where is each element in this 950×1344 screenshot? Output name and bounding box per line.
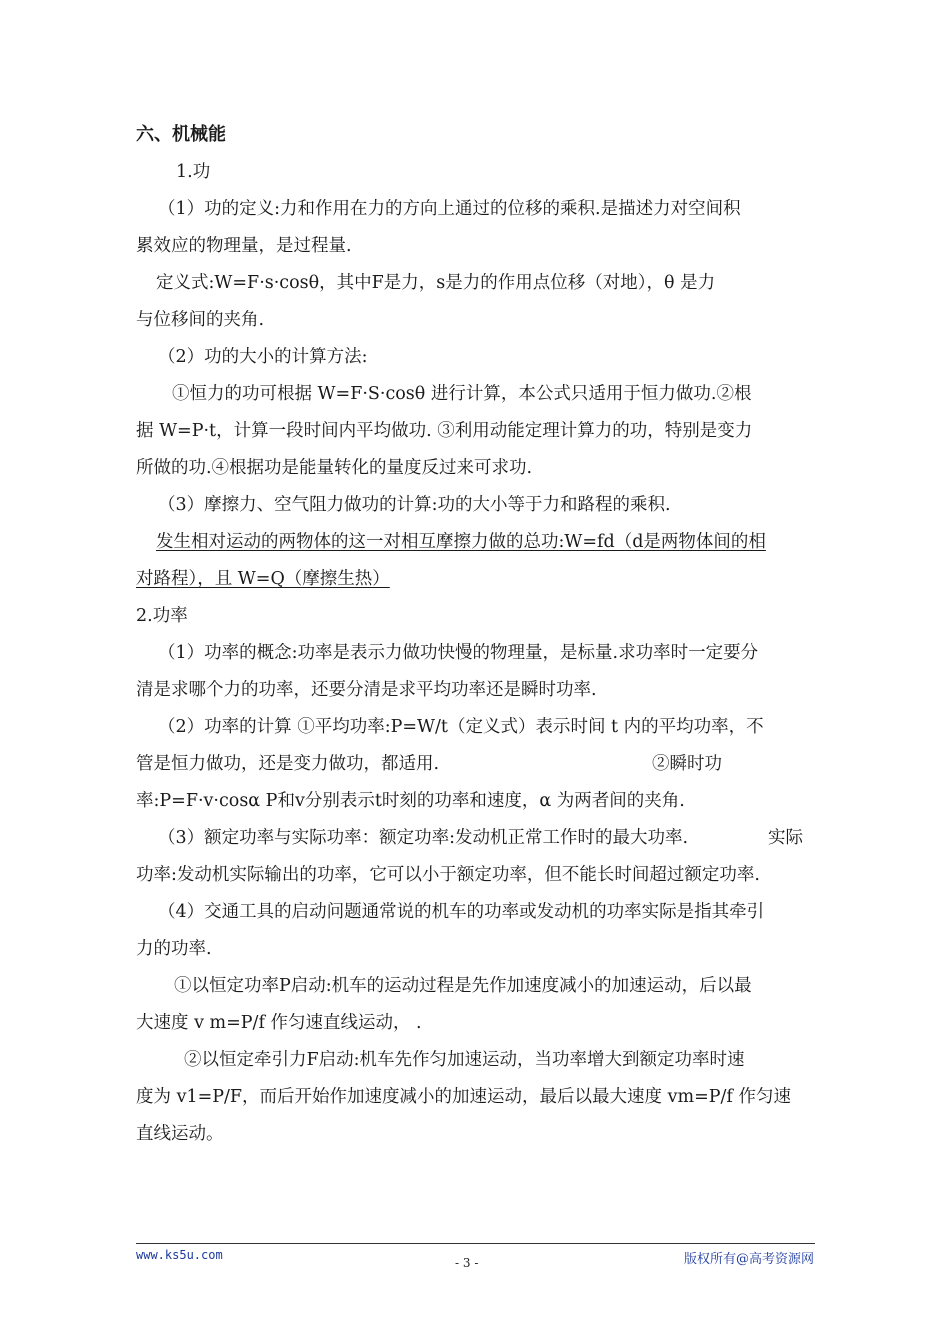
footer-divider (136, 1243, 815, 1244)
footer-copyright: 版权所有@高考资源网 (683, 1252, 814, 1267)
paragraph-line: ②以恒定牵引力F启动:机车先作匀加速运动，当功率增大到额定功率时速 (184, 1050, 745, 1070)
subheading-power: 2.功率 (136, 606, 188, 626)
paragraph-line: 实际 (768, 828, 803, 848)
paragraph-line: 率:P=F·v·cosα P和v分别表示t时刻的功率和速度，α 为两者间的夹角. (136, 791, 685, 811)
footer-website-link[interactable]: www.ks5u.com (136, 1248, 223, 1262)
paragraph-line: 管是恒力做功，还是变力做功，都适用. (136, 754, 440, 774)
paragraph-line: 清是求哪个力的功率，还要分清是求平均功率还是瞬时功率. (136, 680, 597, 700)
section-title: 六、机械能 (136, 124, 226, 145)
paragraph-line: ①恒力的功可根据 W=F·S·cosθ 进行计算，本公式只适用于恒力做功.②根 (172, 384, 752, 404)
paragraph-line: 直线运动。 (136, 1124, 224, 1144)
paragraph-line: （3）摩擦力、空气阻力做功的计算:功的大小等于力和路程的乘积. (158, 495, 671, 515)
paragraph-line: 功率:发动机实际输出的功率，它可以小于额定功率，但不能长时间超过额定功率. (136, 865, 760, 885)
paragraph-line: ②瞬时功 (652, 754, 722, 774)
subheading-work: 1.功 (176, 162, 211, 182)
paragraph-line: （2）功的大小的计算方法: (158, 347, 368, 367)
paragraph-line: 定义式:W=F·s·cosθ，其中F是力，s是力的作用点位移（对地），θ 是力 (156, 273, 716, 293)
page-number: - 3 - (455, 1256, 479, 1270)
underlined-line: 对路程），且 W=Q（摩擦生热） (136, 569, 390, 589)
paragraph-line: 累效应的物理量，是过程量. (136, 236, 352, 256)
paragraph-line: ①以恒定功率P启动:机车的运动过程是先作加速度减小的加速运动，后以最 (174, 976, 752, 996)
paragraph-line: 据 W=P·t，计算一段时间内平均做功. ③利用动能定理计算力的功，特别是变力 (136, 421, 753, 441)
paragraph-line: （1）功的定义:力和作用在力的方向上通过的位移的乘积.是描述力对空间积 (158, 199, 741, 219)
paragraph-line: （3）额定功率与实际功率：额定功率:发动机正常工作时的最大功率. (158, 828, 689, 848)
paragraph-line: （2）功率的计算 ①平均功率:P=W/t（定义式）表示时间 t 内的平均功率，不 (158, 717, 764, 737)
paragraph-line: 所做的功.④根据功是能量转化的量度反过来可求功. (136, 458, 533, 478)
paragraph-line: 力的功率. (136, 939, 212, 959)
paragraph-line: （1）功率的概念:功率是表示力做功快慢的物理量，是标量.求功率时一定要分 (158, 643, 759, 663)
paragraph-line: （4）交通工具的启动问题通常说的机车的功率或发动机的功率实际是指其牵引 (158, 902, 765, 922)
paragraph-line: 与位移间的夹角. (136, 310, 265, 330)
paragraph-line: 大速度 v m=P/f 作匀速直线运动， . (136, 1013, 422, 1033)
underlined-line: 发生相对运动的两物体的这一对相互摩擦力做的总功:W=fd（d是两物体间的相 (156, 532, 766, 552)
paragraph-line: 度为 v1=P/F，而后开始作加速度减小的加速运动，最后以最大速度 vm=P/f 作匀速 (136, 1087, 791, 1107)
